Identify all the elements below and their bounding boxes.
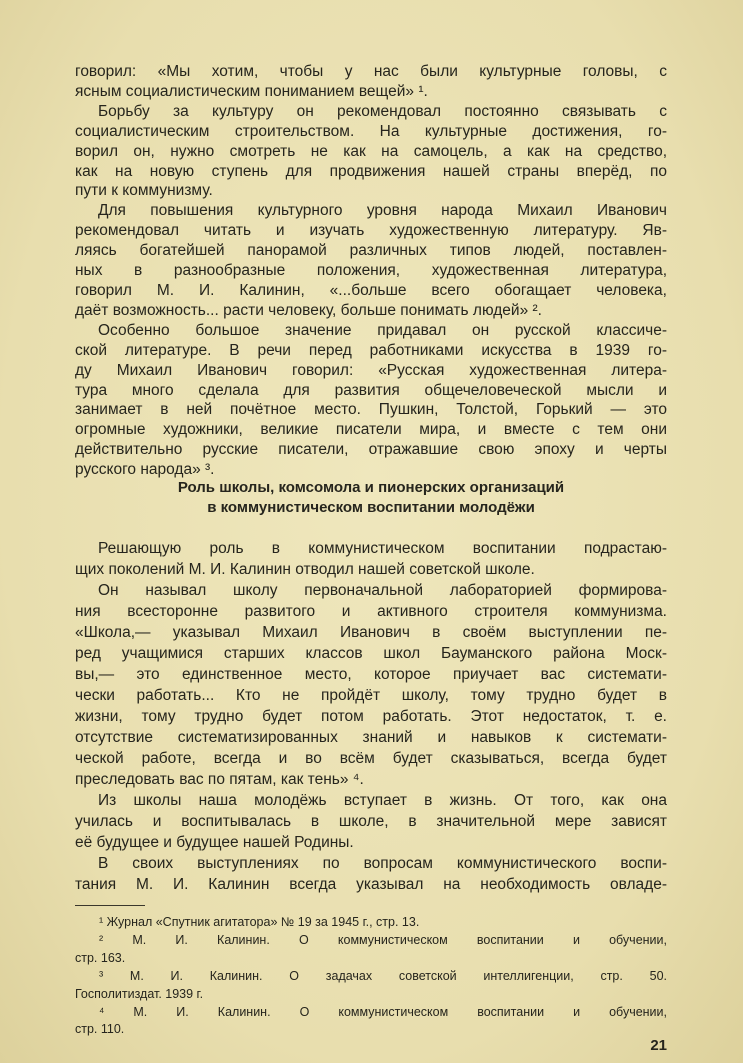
text-line: жизни, тому трудно будет потом работать. Этот недостаток, т. е. <box>75 708 667 725</box>
text-line: Решающую роль в коммунистическом воспитании подрастаю- <box>98 540 667 557</box>
text-line: Из школы наша молодёжь вступает в жизнь. От того, как она <box>98 792 667 809</box>
paragraph <box>75 321 667 480</box>
text-line: говорил М. И. Калинин, «...больше всего обогащает человека, <box>75 281 667 299</box>
text-line: тания М. И. Калинин всегда указывал на необходимость овладе- <box>75 876 667 893</box>
body-text-bottom <box>75 538 667 895</box>
text-line: ческой работе, всегда и во всём будет сказываться, всегда будет <box>75 750 667 767</box>
paragraph <box>75 62 667 102</box>
text-line: училась и воспитывалась в школе, в значительной мере зависят <box>75 813 667 830</box>
paragraph <box>75 853 667 895</box>
text-line: ных в разнообразные положения, художественная литература, <box>75 262 667 280</box>
text-line: Он называл школу первоначальной лабораторией формирова- <box>98 582 667 599</box>
text-line: социалистическим строительством. На культурные достижения, го- <box>75 122 667 140</box>
text-line: вы,— это единственное место, которое приучает вас системати- <box>75 666 667 683</box>
paragraph <box>75 201 667 320</box>
text-line: Для повышения культурного уровня народа Михаил Иванович <box>98 202 667 220</box>
paragraph <box>75 102 667 202</box>
text-line: ³ М. И. Калинин. О задачах советской интеллигенции, стр. 50. <box>99 968 667 983</box>
footnote <box>75 1004 667 1040</box>
text-line: рекомендовал читать и изучать художественную литературу. Яв- <box>75 222 667 240</box>
heading-line: Роль школы, комсомола и пионерских организаций <box>177 479 565 496</box>
text-line: русского народа» ³. <box>75 461 215 479</box>
text-line: говорил: «Мы хотим, чтобы у нас были культурные головы, с <box>75 63 667 80</box>
text-line: отсутствие систематизированных знаний и навыков к системати- <box>75 729 667 746</box>
footnote <box>75 914 667 932</box>
section-heading <box>75 478 667 518</box>
text-line: тура много сделала для развития общечеловеческой мысли и <box>75 381 667 399</box>
text-line: ⁴ М. И. Калинин. О коммунистическом воспитании и обучении, <box>99 1004 667 1019</box>
text-line: щих поколений М. И. Калинин отводил нашей советской школе. <box>75 561 535 578</box>
text-line: чески работать... Кто не пройдёт школу, тому трудно будет в <box>75 687 667 704</box>
text-line: стр. 163. <box>75 950 126 965</box>
body-text-top <box>75 62 667 480</box>
text-line: ляясь богатейшей панорамой различных типов людей, поставлен- <box>75 242 667 260</box>
text-line: Борьбу за культуру он рекомендовал постоянно связывать с <box>98 102 667 120</box>
text-line: пути к коммунизму. <box>75 182 213 200</box>
text-line: ду Михаил Иванович говорил: «Русская художественная литера- <box>75 361 667 379</box>
footnote <box>75 968 667 1004</box>
text-line: ния всесторонне развитого и активного строителя коммунизма. <box>75 603 667 620</box>
text-line: даёт возможность... расти человеку, больше понимать людей» ². <box>75 301 542 319</box>
text-line: «Школа,— указывал Михаил Иванович в своём выступлении пе- <box>75 624 667 641</box>
paragraph <box>75 580 667 790</box>
paragraph <box>75 790 667 853</box>
page-number: 21 <box>650 1037 667 1054</box>
text-line: ² М. И. Калинин. О коммунистическом воспитании и обучении, <box>99 932 667 947</box>
text-line: ред учащимися старших классов школ Бауманского района Моск- <box>75 645 667 662</box>
paragraph <box>75 538 667 580</box>
text-line: Особенно большое значение придавал он русской классиче- <box>98 321 667 339</box>
text-line: занимает в ней почётное место. Пушкин, Толстой, Горький — это <box>75 401 667 419</box>
footnote-divider <box>75 905 145 906</box>
footnotes <box>75 914 667 1039</box>
text-line: ясным социалистическим пониманием вещей» ¹. <box>75 82 428 100</box>
footnote <box>75 932 667 968</box>
text-line: ской литературе. В речи перед работниками искусства в 1939 го- <box>75 341 667 359</box>
text-line: ворил он, нужно смотреть не как на самоцель, а как на средство, <box>75 142 667 160</box>
text-line: огромные художники, великие писатели мира, и вместе с тем они <box>75 421 667 439</box>
text-line: ¹ Журнал «Спутник агитатора» № 19 за 1945 г., стр. 13. <box>99 915 420 929</box>
text-line: В своих выступлениях по вопросам коммунистического воспи- <box>98 855 667 872</box>
text-line: её будущее и будущее нашей Родины. <box>75 834 354 851</box>
text-line: стр. 110. <box>75 1022 125 1037</box>
text-line: как на новую ступень для продвижения нашей страны вперёд, по <box>75 162 667 180</box>
heading-line: в коммунистическом воспитании молодёжи <box>207 499 535 516</box>
text-line: действительно русские писатели, отражавшие свою эпоху и черты <box>75 441 667 459</box>
text-line: преследовать вас по пятам, как тень» ⁴. <box>75 771 364 788</box>
text-line: Госполитиздат. 1939 г. <box>75 986 204 1001</box>
